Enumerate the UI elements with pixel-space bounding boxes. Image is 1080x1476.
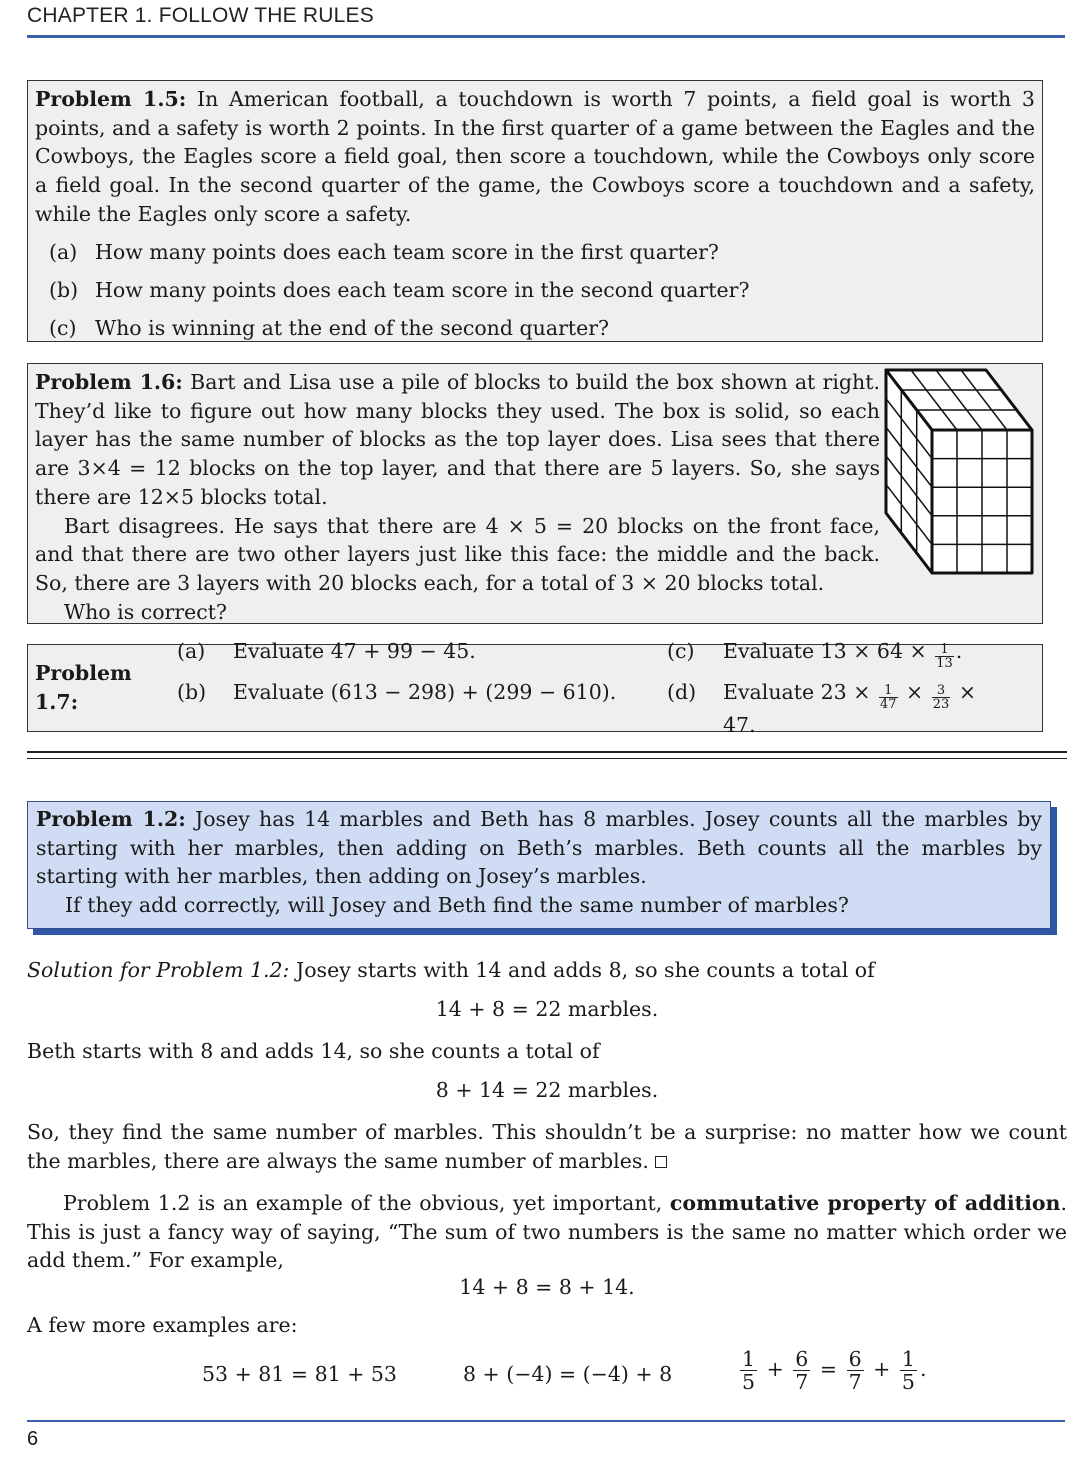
fraction (740, 1348, 757, 1393)
equals-sign: = (819, 1357, 838, 1381)
part-suffix: . (955, 638, 963, 663)
problem-1-5-statement (35, 85, 1035, 229)
solution-line-2: Beth starts with 8 and adds 14, so she counts a total of (27, 1039, 600, 1063)
fraction (900, 1348, 917, 1393)
problem-1-7-box (27, 638, 1043, 737)
problem-1-5-parts (49, 233, 1035, 347)
commutative-term: commutative property of addition (669, 1191, 1061, 1215)
problem-1-2-question: If they add correctly, will Josey and Beth find the same number of marbles? (65, 893, 849, 918)
solution-line-1: Josey starts with 14 and adds 8, so she counts a total of (296, 958, 875, 982)
header-rule (27, 35, 1065, 38)
numerator: 6 (795, 1347, 809, 1371)
plus-sign: + (873, 1357, 891, 1381)
solution-line-3: So, they find the same number of marbles. This shouldn’t be a surprise: no matter how we count the marbles, there are always the same number of marbles. (27, 1120, 1067, 1173)
problem-1-7-part-b (177, 678, 667, 740)
page-number: 6 (27, 1428, 39, 1450)
fraction (847, 1348, 864, 1393)
solution-intro (27, 956, 1067, 985)
denominator: 47 (879, 696, 897, 712)
denominator: 13 (936, 655, 953, 671)
fraction (879, 684, 898, 711)
fraction (793, 1348, 810, 1393)
commutative-paragraph (27, 1189, 1067, 1275)
section-divider-thin (27, 758, 1067, 759)
problem-1-6-para1-text: Bart and Lisa use a pile of blocks to build the box shown at right. They’d like to figure out how many blocks they used. The box is solid, so each layer has the same number of blocks as the top layer does. Lisa sees that there are 3×4 = 12 blocks on the top layer, and that there are 5 layers. So, she says there are 12×5 blocks total. (35, 370, 880, 509)
part-label: (d) (667, 679, 697, 704)
problem-1-2-box (27, 801, 1051, 929)
problem-1-2-statement (36, 805, 1042, 891)
numerator: 1 (901, 1347, 915, 1371)
section-divider (27, 751, 1067, 753)
numerator: 1 (742, 1347, 756, 1371)
qed-square-icon (655, 1156, 667, 1168)
part-label: (a) (49, 239, 78, 264)
part-prefix: Evaluate 23 × (723, 679, 871, 704)
solution-conclusion (27, 1118, 1067, 1175)
problem-1-6-question: Who is correct? (64, 599, 227, 624)
commutative-pre: Problem 1.2 is an example of the obvious, yet important, (63, 1191, 663, 1215)
examples-row (27, 1348, 1067, 1408)
example-1: 53 + 81 = 81 + 53 (202, 1362, 397, 1386)
part-label: (c) (667, 638, 695, 663)
numerator: 1 (935, 643, 954, 657)
part-label: (c) (49, 315, 77, 340)
part-text: Who is winning at the end of the second quarter? (95, 315, 610, 340)
denominator: 5 (742, 1370, 756, 1394)
denominator: 7 (848, 1370, 862, 1394)
problem-1-5-text: In American football, a touchdown is worth 7 points, a field goal is worth 3 points, and a safety is worth 2 points. In the first quarter of a game between the Eagles and the Cowboys, the Eagles score a field goal, then score a touchdown, while the Cowboys only score a field goal. In the second quarter of the game, the Cowboys score a touchdown and a safety, while the Eagles only score a safety. (35, 87, 1035, 226)
example-3 (737, 1348, 926, 1393)
problem-1-5-title: Problem 1.5: (35, 87, 187, 111)
numerator: 6 (848, 1347, 862, 1371)
part-text: How many points does each team score in the first quarter? (95, 239, 719, 264)
denominator: 23 (932, 696, 950, 712)
fraction (932, 684, 951, 711)
commutative-post: . This is just a fancy way of saying, “The sum of two numbers is the same no matter which order we add them.” For example, (27, 1191, 1067, 1273)
block-box-illustration (884, 368, 1036, 578)
problem-1-6-text (35, 368, 880, 626)
example-2: 8 + (−4) = (−4) + 8 (463, 1362, 673, 1386)
part-label: (b) (49, 277, 79, 302)
problem-1-7-title: Problem 1.7: (35, 661, 132, 714)
problem-1-7-part-a (177, 637, 667, 670)
numerator: 3 (932, 684, 951, 698)
problem-1-6-para1 (35, 368, 880, 512)
part-text: How many points does each team score in the second quarter? (95, 277, 750, 302)
part-prefix: Evaluate 13 × 64 × (723, 638, 927, 663)
more-examples-label: A few more examples are: (27, 1313, 298, 1337)
part-suffix: × 47. (723, 679, 977, 737)
part-label: (b) (177, 679, 207, 704)
part-text: Evaluate (613 − 298) + (299 − 610). (233, 679, 617, 704)
part-text: Evaluate 47 + 99 − 45. (233, 638, 476, 663)
problem-1-7-part-c (667, 637, 1007, 670)
part-label: (a) (177, 638, 206, 663)
equation-1: 14 + 8 = 22 marbles. (435, 997, 659, 1021)
equation-2: 8 + 14 = 22 marbles. (435, 1078, 659, 1102)
problem-1-5-part-c (49, 309, 1035, 347)
part-text (723, 678, 1007, 740)
fraction (935, 643, 954, 670)
problem-1-6-para2: Bart disagrees. He says that there are 4 × 5 = 20 blocks on the front face, and that there are two other layers just like this face: the middle and the back. So, there are 3 layers with 20 blocks each, for a total of 3 × 20 blocks total. (35, 513, 880, 595)
footer-rule (27, 1420, 1065, 1422)
problem-1-5-part-b (49, 271, 1035, 309)
part-text (723, 637, 962, 670)
problem-1-2-title: Problem 1.2: (36, 807, 186, 831)
problem-1-5-box (27, 80, 1043, 342)
denominator: 5 (901, 1370, 915, 1394)
problem-1-2-text: Josey has 14 marbles and Beth has 8 marbles. Josey counts all the marbles by starting with her marbles, then adding on Beth’s marbles. Beth counts all the marbles by starting with her marbles, then adding on Josey’s marbles. (36, 807, 1042, 889)
plus-sign: + (766, 1357, 784, 1381)
problem-1-6-title: Problem 1.6: (35, 370, 183, 394)
times-sign: × (906, 679, 924, 704)
denominator: 7 (795, 1370, 809, 1394)
problem-1-7-items (177, 637, 1007, 740)
commutative-equation: 14 + 8 = 8 + 14. (459, 1275, 635, 1299)
numerator: 1 (879, 684, 898, 698)
problem-1-5-part-a (49, 233, 1035, 271)
period: . (919, 1357, 927, 1381)
problem-1-7-part-d (667, 678, 1007, 740)
solution-label: Solution for Problem 1.2: (27, 958, 290, 982)
problem-1-6-box (27, 363, 1043, 624)
chapter-header: CHAPTER 1. FOLLOW THE RULES (27, 4, 374, 27)
